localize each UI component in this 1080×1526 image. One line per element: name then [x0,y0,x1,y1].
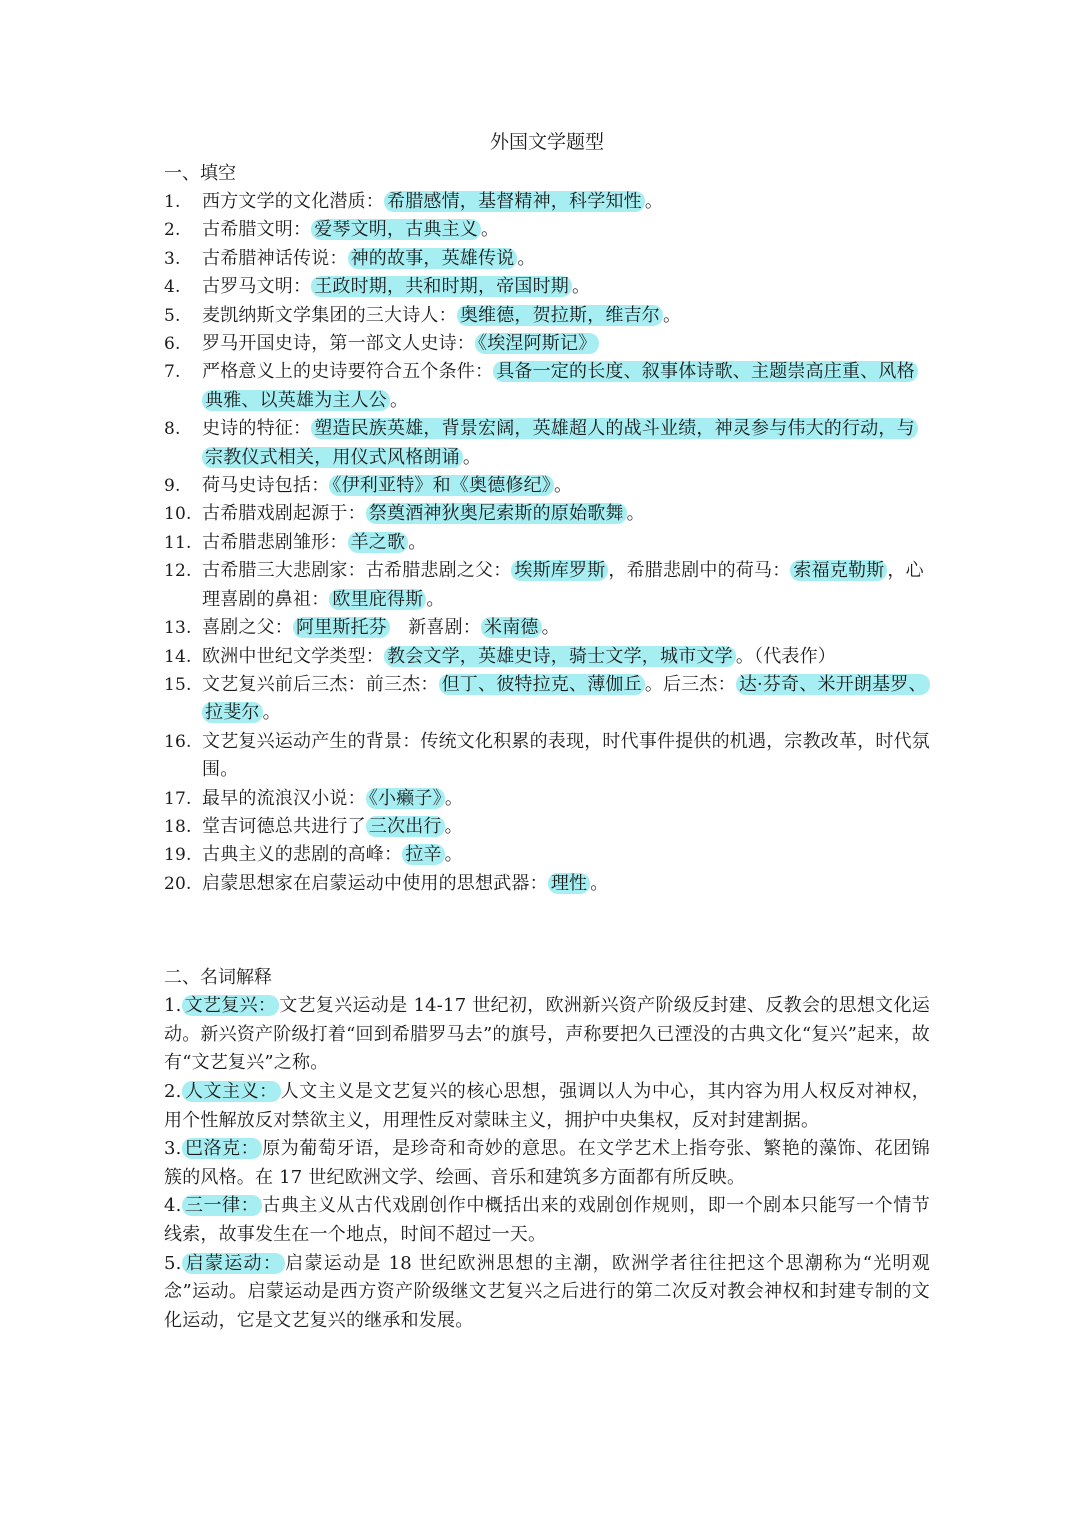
item-number: 7. [164,362,181,383]
question-text: 古希腊三大悲剧家：古希腊悲剧之父： [202,560,512,582]
item-number: 14. [164,646,192,667]
fill-in-item [164,785,930,813]
item-text [202,617,560,638]
term-text: 原为葡萄牙语，是珍奇和奇妙的意思。在文学艺术上指夸张、繁艳的藻饰、花团锦簇的风格。在 17 世纪欧洲文学、绘画、音乐和建筑多方面都有所反映。 [164,1138,930,1188]
question-text: 新喜剧： [390,617,481,639]
fill-in-item [164,358,930,415]
question-text: 古罗马文明： [202,276,312,298]
term-text: 人文主义是文艺复兴的核心思想，强调以人为中心，其内容为用人权反对神权，用个性解放反对禁欲主义，用理性反对蒙昧主义，拥护中央集权，反对封建割据。 [164,1080,931,1131]
highlighted-answer: 王政时期，共和时期，帝国时期 [311,276,572,297]
question-text: 史诗的特征： [202,418,312,440]
highlighted-answer: 达·芬奇、米开朗基罗、拉斐尔 [202,674,930,723]
item-text [202,191,663,212]
question-text: 古希腊神话传说： [202,247,348,269]
highlighted-answer: 爱琴文明，古典主义 [311,219,481,240]
item-number: 10. [164,504,192,525]
fill-in-item [164,245,930,273]
fill-in-item [164,415,930,472]
question-text: 。 [554,475,573,497]
fill-in-list [164,188,930,898]
question-text: 欧洲中世纪文学类型： [202,645,384,667]
fill-in-item [164,188,930,216]
question-text: 。 [517,247,536,269]
highlighted-answer: 阿里斯托芬 [293,617,390,638]
question-text: 。 [626,503,645,525]
question-text: 荷马史诗包括： [202,475,330,497]
term-number: 3. [164,1138,182,1160]
highlighted-answer: 三次出行 [366,816,445,837]
question-text: ，希腊悲剧中的荷马： [608,560,791,582]
highlighted-answer: 奥维德，贺拉斯，维吉尔 [457,305,663,326]
item-text [202,816,463,837]
item-text [202,418,918,467]
item-number: 19. [164,845,192,866]
section-gap [164,898,930,964]
highlighted-answer: 埃斯库罗斯 [511,560,608,581]
item-text [202,248,536,269]
term-text: 启蒙运动是 18 世纪欧洲思想的主潮，欧洲学者往往把这个思潮称为“光明观念”运动。启蒙运动是西方资产阶级继文艺复兴之后进行的第二次反对教会神权和封建专制的文化运动，它是文艺复兴的继承和发展。 [164,1252,931,1331]
question-text: 。 [663,304,682,326]
term-number: 2. [164,1080,182,1102]
fill-in-item [164,841,930,869]
item-number: 13. [164,618,192,639]
item-text [202,475,572,496]
fill-in-item [164,870,930,898]
term-definition [164,1078,930,1135]
question-text: 严格意义上的史诗要符合五个条件： [202,361,494,383]
fill-in-item [164,728,930,785]
item-text [202,219,499,240]
fill-in-item [164,500,930,528]
fill-in-item [164,529,930,557]
item-text [202,788,463,809]
item-number: 1. [164,192,181,212]
item-text [202,674,930,723]
highlighted-answer: 祭奠酒神狄奥尼索斯的原始歌舞 [366,503,627,524]
question-text: 最早的流浪汉小说： [202,787,366,809]
term-name: 巴洛克： [182,1138,263,1159]
term-definition [164,992,930,1078]
question-text: 。 [390,389,409,411]
question-text: 。 [444,844,463,866]
question-text: 古希腊文明： [202,219,312,241]
highlighted-answer: 《伊利亚特》和《奥德修纪》 [329,475,554,496]
item-text [202,532,426,553]
item-number: 8. [164,419,181,440]
item-number: 3. [164,248,181,269]
question-text: 。 [444,787,464,809]
fill-in-item [164,302,930,330]
term-definition [164,1135,930,1192]
question-text: 。（代表作） [735,645,837,667]
highlighted-answer: 《小癞子》 [366,788,445,809]
question-text: 启蒙思想家在启蒙运动中使用的思想武器： [202,872,548,894]
highlighted-answer: 塑造民族英雄，背景宏阔，英雄超人的战斗业绩，神灵参与伟大的行动，与宗教仪式相关，用仪式风格朗诵 [202,418,918,467]
item-number: 2. [164,220,181,241]
term-name: 人文主义： [182,1081,281,1102]
question-text: 西方文学的文化潜质： [202,191,384,212]
question-text: 。 [644,191,664,212]
item-text [202,361,918,410]
item-number: 12. [164,561,192,582]
term-name: 启蒙运动： [182,1253,286,1274]
term-definition [164,1250,930,1336]
highlighted-answer: 欧里庇得斯 [329,589,426,610]
highlighted-answer: 但丁、彼特拉克、薄伽丘 [439,674,645,695]
fill-in-item [164,472,930,500]
question-text: 。 [444,815,463,837]
question-text: 文艺复兴运动产生的背景：传统文化积累的表现，时代事件提供的机遇，宗教改革，时代氛围。 [202,730,930,781]
section-heading-fill-in: 一、填空 [164,163,236,184]
item-number: 6. [164,334,181,355]
fill-in-item [164,273,930,301]
item-text [202,646,836,667]
item-number: 20. [164,873,192,894]
term-number: 1. [164,995,182,1017]
question-text: 。后三杰： [644,673,736,695]
item-number: 18. [164,816,192,837]
fill-in-item [164,614,930,642]
question-text: 文艺复兴前后三杰：前三杰： [202,673,439,695]
highlighted-answer: 希腊感情，基督精神，科学知性 [384,191,645,212]
fill-in-item [164,643,930,671]
item-number: 15. [164,674,192,695]
highlighted-answer: 《埃涅阿斯记》 [475,333,599,354]
question-text: 。 [408,531,427,553]
term-name: 三一律： [182,1195,263,1216]
question-text: 。 [462,446,482,468]
question-text: 古希腊悲剧雏形： [202,531,348,553]
item-text [202,503,645,524]
question-text: 麦凯纳斯文学集团的三大诗人： [202,304,457,326]
item-number: 4. [164,277,181,298]
question-text: 。 [541,617,560,639]
question-text: 罗马开国史诗，第一部文人史诗： [202,333,475,355]
fill-in-item [164,557,930,614]
highlighted-answer: 具备一定的长度、叙事体诗歌、主题崇高庄重、风格典雅、以英雄为主人公 [202,361,918,410]
question-text: 古典主义的悲剧的高峰： [202,844,403,866]
item-text [202,731,930,780]
term-number: 4. [164,1195,182,1217]
question-text: 堂吉诃德总共进行了 [202,815,366,837]
fill-in-item [164,813,930,841]
highlighted-answer: 索福克勒斯 [790,560,887,581]
fill-in-item [164,671,930,728]
question-text: 。 [572,276,591,298]
term-text: 古典主义从古代戏剧创作中概括出来的戏剧创作规则，即一个剧本只能写一个情节线索，故事发生在一个地点，时间不超过一天。 [164,1195,930,1245]
item-number: 9. [164,476,181,497]
highlighted-answer: 米南德 [481,617,542,638]
item-number: 16. [164,731,192,752]
item-text [202,844,463,865]
item-number: 11. [164,532,192,553]
highlighted-answer: 神的故事，英雄传说 [348,248,518,269]
term-name: 文艺复兴： [182,995,280,1016]
item-text [202,333,599,354]
item-number: 17. [164,788,192,809]
term-definition [164,1192,930,1249]
term-text: 文艺复兴运动是 14-17 世纪初，欧洲新兴资产阶级反封建、反教会的思想文化运动。新兴资产阶级打着“回到希腊罗马去”的旗号，声称要把久已湮没的古典文化“复兴”起来，故有“文艺复兴”之称。 [164,995,931,1074]
item-number: 5. [164,305,181,326]
highlighted-answer: 羊之歌 [348,532,409,553]
document-title: 外国文学题型 [489,131,604,153]
item-text [202,305,681,326]
question-text: 喜剧之父： [202,617,293,639]
question-text: 古希腊戏剧起源于： [202,503,366,525]
highlighted-answer: 拉辛 [402,844,444,865]
item-text [202,276,590,297]
term-number: 5. [164,1252,182,1274]
question-text: 。 [426,588,445,610]
question-text: 。 [262,702,281,724]
fill-in-item [164,216,930,244]
question-text: 。 [590,872,609,894]
item-text [202,560,924,609]
highlighted-answer: 教会文学，英雄史诗，骑士文学，城市文学 [384,646,736,667]
question-text: 。 [481,219,500,241]
item-text [202,873,608,894]
section-heading-terms: 二、名词解释 [164,967,272,989]
term-definitions [164,992,930,1335]
question-text: ，心理喜剧的鼻祖： [202,560,924,610]
highlighted-answer: 理性 [548,873,590,894]
fill-in-item [164,330,930,358]
